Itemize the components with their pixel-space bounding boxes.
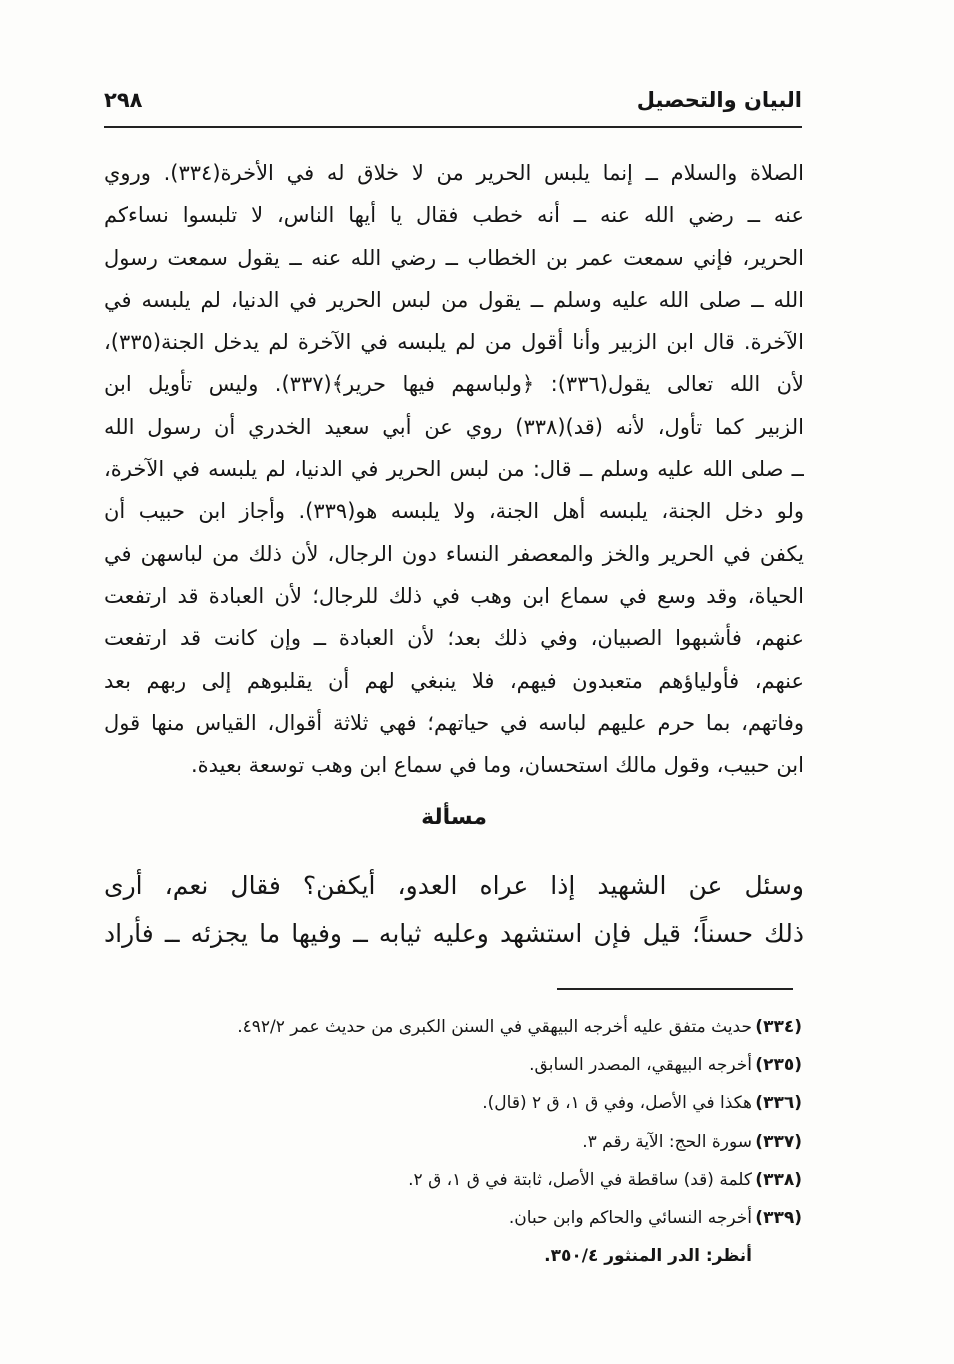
- text-line: عنهم، فأولياؤهم متعبدون فيهم، فلا ينبغي لهم أن يقلبوهم إلى ربهم بعد: [104, 668, 804, 693]
- text-line: ولو دخل الجنة، يلبسه أهل الجنة، ولا يلبسه هو(٣٣٩). وأجاز ابن حبيب أن: [104, 499, 804, 524]
- main-text: [104, 152, 804, 786]
- section-heading: مسألة: [421, 805, 487, 830]
- text-line: الزبير كما تأول، لأنه (قد)(٣٣٨) روي عن أبي سعيد الخدري أن رسول الله: [104, 414, 804, 439]
- text-line: عنه ــ رضي الله عنه ــ أنه خطب فقال يا أيها الناس، لا تلبسوا نساءكم: [104, 203, 804, 228]
- page-header: [104, 86, 802, 128]
- footnote-number: (٣٣٤): [755, 1017, 802, 1037]
- footnote-text: سورة الحج: الآية رقم ٣.: [582, 1131, 752, 1152]
- footnote-text: كلمة (قد) ساقطة في الأصل، ثابتة في ق ١، ق ٢.: [408, 1169, 752, 1190]
- question-line: وسئل عن الشهيد إذا عراه العدو، أيكفن؟ فقال نعم، أرى: [104, 871, 804, 900]
- text-line: الآخرة. قال ابن الزبير وأنا أقول من لم يلبسه في الآخرة لم يدخل الجنة(٣٣٥)،: [104, 330, 804, 355]
- footnote: [102, 1161, 802, 1199]
- footnote-number: (٣٣٧): [755, 1131, 802, 1152]
- text-line: الحرير، فإني سمعت عمر بن الخطاب ــ رضي الله عنه ــ يقول سمعت رسول: [104, 245, 804, 270]
- text-line: عنهم، فأشبهوا الصبيان، وفي ذلك بعد؛ لأن العبادة ــ وإن كانت قد ارتفعت: [104, 626, 804, 651]
- footnote-number: (٣٣٦): [755, 1093, 802, 1114]
- footnote-text: هكذا في الأصل، وفي ق ١، ق ٢ (قال).: [482, 1093, 752, 1114]
- question-line: ذلك حسناً؛ قيل فإن استشهد وعليه ثيابه ــ وفيها ما يجزئه ــ فأراد: [104, 919, 804, 948]
- text-line: لأن الله تعالى يقول(٣٣٦): ﴿ولباسهم فيها حرير﴾(٣٣٧). وليس تأويل ابن: [104, 372, 804, 397]
- footnote: [102, 1199, 802, 1237]
- footnote-number: (٢٣٥): [755, 1055, 802, 1076]
- footnote: [102, 1084, 802, 1122]
- footnote-text: أخرجه البيهقي، المصدر السابق.: [529, 1055, 752, 1076]
- footnote-separator: [557, 988, 793, 990]
- text-line: الحياة، وقد وسع في سماع ابن وهب في ذلك للرجال؛ لأن العبادة قد ارتفعت: [104, 583, 804, 608]
- footnote-number: (٣٣٨): [755, 1169, 802, 1190]
- text-line: وفاتهم، بما حرم عليهم لباسه في حياتهم؛ فهي ثلاثة أقوال، القياس منها قول: [104, 710, 804, 735]
- footnote: [102, 1046, 802, 1084]
- page-number: ٢٩٨: [104, 88, 143, 112]
- text-line: يكفن في الحرير والخز والمعصفر النساء دون الرجال، لأن ذلك من لباسهن في: [104, 541, 804, 566]
- footnotes: [102, 1008, 802, 1275]
- running-title: البيان والتحصيل: [636, 88, 802, 112]
- text-line: الله ــ صلى الله عليه وسلم ــ يقول من لبس الحرير في الدنيا، لم يلبسه في: [104, 287, 804, 312]
- text-line: ــ صلى الله عليه وسلم ــ قال: من لبس الحرير في الدنيا، لم يلبسه في الآخرة،: [104, 457, 804, 482]
- text-line: الصلاة والسلام ــ إنما يلبس الحرير من لا خلاق له في الأخرة(٣٣٤). وروي: [104, 161, 804, 185]
- footnote: [102, 1008, 802, 1046]
- footnote-reference: أنظر: الدر المنثور ٣٥٠/٤.: [544, 1246, 752, 1267]
- footnote-text: أخرجه النسائي والحاكم وابن حبان.: [508, 1207, 752, 1228]
- footnote-text: حديث متفق عليه أخرجه البيهقي في السنن الكبرى من حديث عمر ٤٩٢/٢.: [237, 1017, 752, 1037]
- text-line: ابن حبيب، وقول مالك استحسان، وما في سماع ابن وهب توسعة بعيدة.: [190, 753, 804, 778]
- footnote-number: (٣٣٩): [755, 1207, 802, 1228]
- question-text: [104, 862, 804, 958]
- footnote: [102, 1123, 802, 1161]
